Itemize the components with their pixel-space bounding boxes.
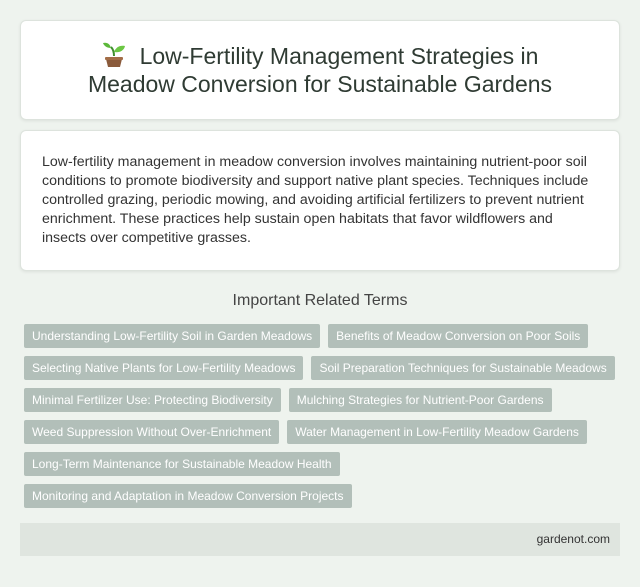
- related-term-tag[interactable]: Minimal Fertilizer Use: Protecting Biodiversity: [24, 388, 281, 412]
- related-terms-list: [24, 324, 624, 508]
- page-title: [60, 42, 580, 98]
- title-card: [20, 20, 620, 120]
- related-term-tag[interactable]: Soil Preparation Techniques for Sustainable Meadows: [311, 356, 614, 380]
- related-term-tag[interactable]: Understanding Low-Fertility Soil in Garden Meadows: [24, 324, 320, 348]
- related-term-tag[interactable]: Long-Term Maintenance for Sustainable Meadow Health: [24, 452, 340, 476]
- related-term-tag[interactable]: Mulching Strategies for Nutrient-Poor Gardens: [289, 388, 552, 412]
- sprout-icon: [102, 42, 126, 68]
- related-term-tag[interactable]: Monitoring and Adaptation in Meadow Conversion Projects: [24, 484, 352, 508]
- related-terms-heading: Important Related Terms: [232, 292, 408, 309]
- related-term-tag[interactable]: Weed Suppression Without Over-Enrichment: [24, 420, 279, 444]
- related-term-tag[interactable]: Water Management in Low-Fertility Meadow Gardens: [287, 420, 587, 444]
- related-term-tag[interactable]: Selecting Native Plants for Low-Fertility Meadows: [24, 356, 303, 380]
- summary-text: Low-fertility management in meadow conversion involves maintaining nutrient-poor soil conditions to promote biodiversity and support native plant species. Techniques include controlled grazing, periodic mowing, and avoiding artificial fertilizers to prevent nutrient enrichment. These practices help sustain open habitats that favor wildflowers and insects over competitive grasses.: [42, 154, 589, 246]
- related-term-tag[interactable]: Benefits of Meadow Conversion on Poor Soils: [328, 324, 588, 348]
- summary-card: [20, 130, 620, 271]
- page-title-text: Low-Fertility Management Strategies in Meadow Conversion for Sustainable Gardens: [87, 43, 553, 97]
- footer: [20, 523, 620, 556]
- footer-site-link[interactable]: gardenot.com: [536, 532, 610, 546]
